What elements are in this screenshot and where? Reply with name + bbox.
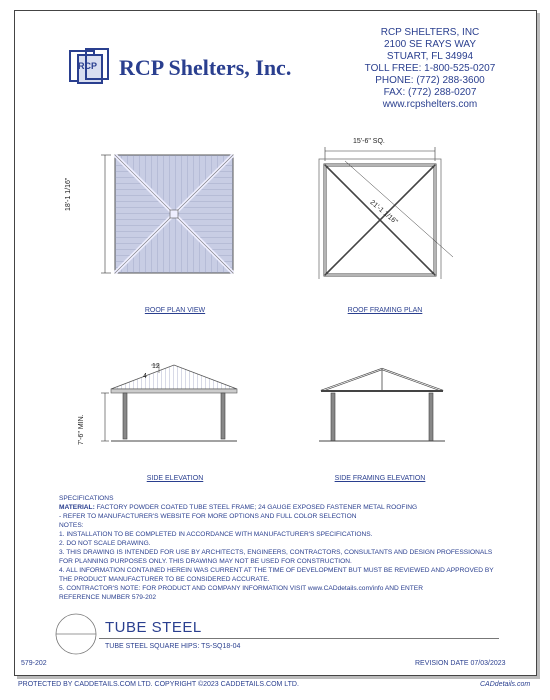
address-line: 2100 SE RAYS WAY [383, 39, 477, 50]
title-circle-icon [53, 611, 99, 657]
address-line: PHONE: (772) 288-3600 [375, 75, 485, 86]
note-line: FOR PLANNING PURPOSES ONLY. THIS DRAWING MAY NOT BE USED FOR CONSTRUCTION. [59, 558, 352, 565]
roof-plan-view [97, 147, 247, 277]
side-elevation-dimension: 7'-6" MIN. [78, 414, 85, 445]
framing-square-dimension: 15'-6" SQ. [353, 138, 385, 145]
drawing-title: TUBE STEEL [105, 619, 202, 636]
side-framing-elevation [305, 357, 455, 447]
company-address [355, 27, 505, 111]
caddetails-brand: CADdetails.com [480, 681, 531, 688]
address-line: TOLL FREE: 1-800-525-0207 [364, 63, 496, 74]
material-line [59, 503, 494, 512]
note-line: REFERENCE NUMBER 579-202 [59, 594, 157, 601]
specifications-block [59, 494, 494, 602]
roof-plan-caption: ROOF PLAN VIEW [144, 307, 206, 314]
roof-plan-dimension: 18'-1 1/16" [65, 177, 72, 211]
logo-mark-text: RCP [78, 61, 98, 71]
material-label: MATERIAL: [59, 504, 95, 511]
side-elevation [97, 355, 247, 445]
framing-diagonal-dimension: 21'-1 1/16" [368, 199, 399, 226]
side-elevation-caption: SIDE ELEVATION [146, 475, 204, 482]
notes-heading: NOTES: [59, 522, 84, 529]
drawing-sheet [14, 10, 537, 676]
website-link[interactable]: www.rcpshelters.com [382, 99, 478, 110]
revision-date: REVISION DATE 07/03/2023 [415, 660, 506, 667]
specs-heading: SPECIFICATIONS [59, 495, 114, 502]
company-logo [67, 47, 307, 87]
address-line: RCP SHELTERS, INC [380, 27, 480, 38]
roof-framing-caption: ROOF FRAMING PLAN [347, 307, 423, 314]
address-line: FAX: (772) 288-0207 [383, 87, 477, 98]
note-line: 3. THIS DRAWING IS INTENDED FOR USE BY ARCHITECTS, ENGINEERS, CONTRACTORS, CONSULTANTS AND DESIGN PROFESSIONALS [59, 549, 493, 556]
note-line: THE PRODUCT MANUFACTURER TO BE CONSIDERED ACCURATE. [59, 576, 270, 583]
side-framing-caption: SIDE FRAMING ELEVATION [334, 475, 426, 482]
pitch-run: 12 [152, 363, 160, 370]
material-text: FACTORY POWDER COATED TUBE STEEL FRAME; 24 GAUGE EXPOSED FASTENER METAL ROOFING [94, 504, 418, 511]
company-name: RCP Shelters, Inc. [119, 55, 292, 80]
note-line: 2. DO NOT SCALE DRAWING. [59, 540, 151, 547]
refer-line: - REFER TO MANUFACTURER'S WEBSITE FOR MORE OPTIONS AND FULL COLOR SELECTION [59, 513, 357, 520]
copyright-footer: PROTECTED BY CADDETAILS.COM LTD. COPYRIGHT ©2023 CADDETAILS.COM LTD. [18, 681, 299, 688]
pitch-rise: 4 [143, 373, 147, 380]
title-underline [99, 638, 499, 639]
reference-number: 579-202 [21, 660, 47, 667]
note-line: 1. INSTALLATION TO BE COMPLETED IN ACCORDANCE WITH MANUFACTURER'S SPECIFICATIONS. [59, 531, 373, 538]
drawing-subtitle: TUBE STEEL SQUARE HIPS: TS-SQ18-04 [105, 643, 241, 650]
address-line: STUART, FL 34994 [386, 51, 474, 62]
note-line: 5. CONTRACTOR'S NOTE: FOR PRODUCT AND COMPANY INFORMATION VISIT www.CADdetails.com/info AND ENTER [59, 585, 423, 592]
note-line: 4. ALL INFORMATION CONTAINED HEREIN WAS CURRENT AT THE TIME OF DEVELOPMENT BUT MUST BE REVIEWED AND APPROVED BY [59, 567, 494, 574]
